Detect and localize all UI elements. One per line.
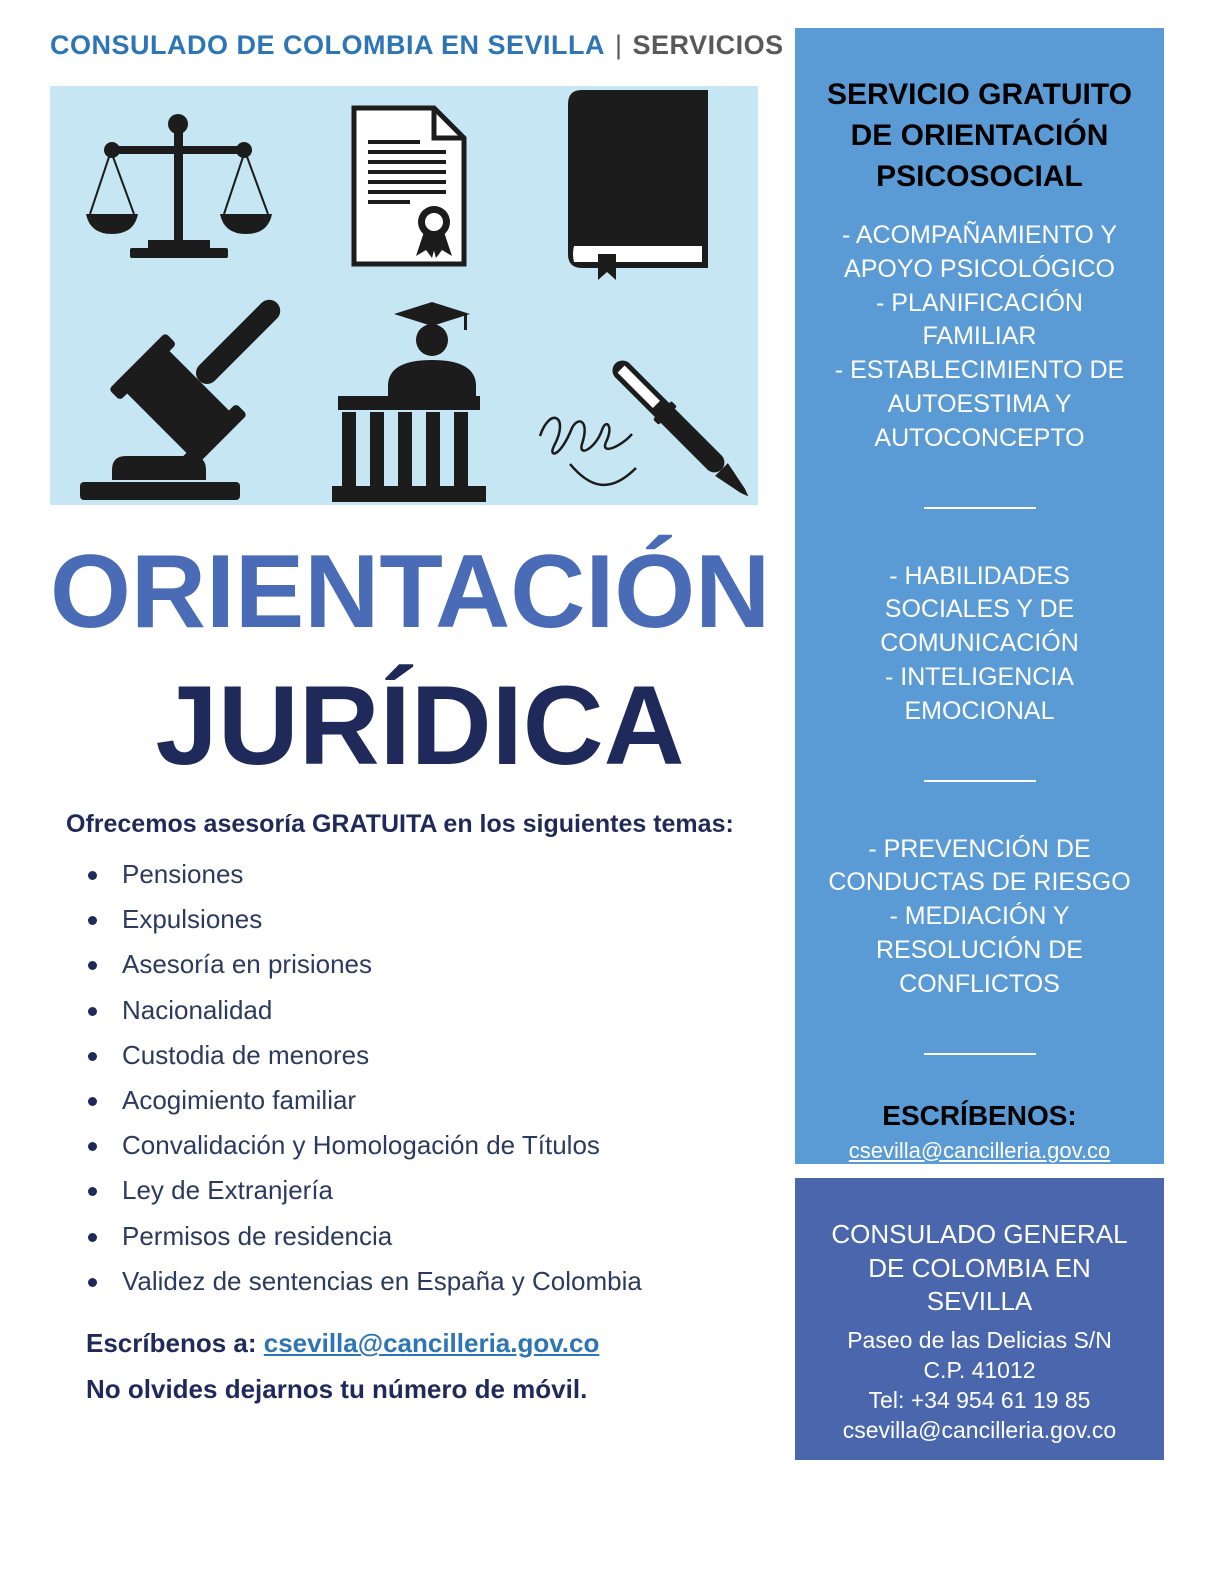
topic-label: Ley de Extranjería xyxy=(122,1175,334,1206)
graduate-podium-icon xyxy=(332,302,486,502)
title-line-2: JURÍDICA xyxy=(155,663,685,788)
bullet-icon xyxy=(88,871,97,880)
header-separator: | xyxy=(615,30,623,60)
book-icon xyxy=(568,90,708,280)
topic-label: Expulsiones xyxy=(122,904,263,935)
bullet-icon xyxy=(88,1007,97,1016)
list-item xyxy=(84,988,642,1033)
bullet-icon xyxy=(88,1187,97,1196)
bullet-icon xyxy=(88,1052,97,1061)
consulate-email: csevilla@cancilleria.gov.co xyxy=(842,1416,1117,1443)
bullet-icon xyxy=(88,1142,97,1151)
consulate-name xyxy=(795,1218,1164,1319)
list-item xyxy=(84,897,642,942)
bullet-icon xyxy=(88,916,97,925)
consulate-phone: Tel: +34 954 61 19 85 xyxy=(868,1386,1091,1413)
sidebar-write-label: ESCRÍBENOS: xyxy=(882,1099,1077,1131)
contact-reminder: No olvides dejarnos tu número de móvil. xyxy=(86,1374,588,1404)
contact-email-link[interactable]: csevilla@cancilleria.gov.co xyxy=(263,1328,600,1358)
consulate-postal-code: C.P. 41012 xyxy=(923,1356,1036,1383)
header-section: SERVICIOS xyxy=(632,30,784,60)
sidebar-title xyxy=(795,74,1164,197)
sidebar-line: EMOCIONAL xyxy=(904,696,1055,725)
sidebar-block-3 xyxy=(795,833,1164,1002)
topics-list xyxy=(84,852,642,1304)
sidebar-line: - ACOMPAÑAMIENTO Y xyxy=(841,221,1118,249)
contact-block xyxy=(86,1320,599,1412)
topic-label: Permisos de residencia xyxy=(122,1220,393,1251)
sidebar-line: RESOLUCIÓN DE xyxy=(876,935,1083,964)
title-line-1: ORIENTACIÓN xyxy=(50,534,771,650)
list-item xyxy=(84,1214,642,1259)
sidebar-line: FAMILIAR xyxy=(922,322,1037,351)
consulate-address: Paseo de las Delicias S/N xyxy=(847,1326,1112,1353)
topic-label: Convalidación y Homologación de Títulos xyxy=(122,1130,600,1161)
divider xyxy=(924,1053,1036,1055)
list-item xyxy=(84,1033,642,1078)
list-item xyxy=(84,1168,642,1213)
bullet-icon xyxy=(88,1097,97,1106)
list-item xyxy=(84,1078,642,1123)
topic-label: Nacionalidad xyxy=(122,994,273,1025)
sidebar-line: - PLANIFICACIÓN xyxy=(876,288,1083,317)
list-item xyxy=(84,1123,642,1168)
sidebar-title-line: DE ORIENTACIÓN xyxy=(850,119,1109,152)
bullet-icon xyxy=(88,1278,97,1287)
topics-intro: Ofrecemos asesoría GRATUITA en los siguientes temas: xyxy=(66,810,734,838)
consulate-name-line: DE COLOMBIA EN xyxy=(868,1252,1091,1283)
topic-label: Asesoría en prisiones xyxy=(122,949,373,980)
list-item xyxy=(84,942,642,987)
bullet-icon xyxy=(88,1233,97,1242)
divider xyxy=(924,507,1036,509)
contact-write-label: Escríbenos a: xyxy=(86,1328,257,1358)
sidebar-line: - PREVENCIÓN DE xyxy=(868,834,1091,863)
sidebar-block-1 xyxy=(795,219,1164,456)
certificate-icon xyxy=(354,108,464,264)
consulate-info-box xyxy=(795,1178,1164,1460)
sidebar-line: APOYO PSICOLÓGICO xyxy=(844,254,1115,283)
topic-label: Custodia de menores xyxy=(122,1039,370,1070)
pen-signature-icon xyxy=(540,354,758,505)
consulate-name-line: SEVILLA xyxy=(926,1286,1033,1316)
consulate-name-line: CONSULADO GENERAL xyxy=(831,1219,1128,1249)
divider xyxy=(924,780,1036,782)
sidebar-line: - ESTABLECIMIENTO DE xyxy=(834,356,1125,385)
topic-label: Validez de sentencias en España y Colombia xyxy=(122,1265,642,1296)
sidebar-line: - INTELIGENCIA xyxy=(885,662,1074,691)
list-item xyxy=(84,852,642,897)
hero-image xyxy=(50,86,758,505)
topic-label: Acogimiento familiar xyxy=(122,1084,357,1115)
topic-label: Pensiones xyxy=(122,859,244,889)
sidebar-title-line: PSICOSOCIAL xyxy=(876,160,1083,193)
sidebar-line: - HABILIDADES xyxy=(889,561,1070,590)
header-org: CONSULADO DE COLOMBIA EN SEVILLA xyxy=(50,30,606,60)
sidebar-line: CONFLICTOS xyxy=(899,969,1060,998)
sidebar-line: COMUNICACIÓN xyxy=(880,629,1079,658)
scales-icon xyxy=(86,114,272,258)
sidebar-title-line: SERVICIO GRATUITO xyxy=(826,78,1133,111)
sidebar-line: AUTOCONCEPTO xyxy=(874,423,1085,452)
gavel-icon xyxy=(80,262,318,500)
sidebar-line: - MEDIACIÓN Y xyxy=(889,902,1070,931)
sidebar-line: AUTOESTIMA Y xyxy=(887,389,1072,418)
bullet-icon xyxy=(88,961,97,970)
sidebar-block-2 xyxy=(795,560,1164,729)
psychosocial-sidebar xyxy=(795,28,1164,1164)
sidebar-line: SOCIALES Y DE xyxy=(884,595,1075,624)
page-header xyxy=(50,30,784,61)
sidebar-email-link[interactable]: csevilla@cancilleria.gov.co xyxy=(848,1137,1111,1163)
sidebar-line: CONDUCTAS DE RIESGO xyxy=(828,868,1131,897)
list-item xyxy=(84,1259,642,1304)
